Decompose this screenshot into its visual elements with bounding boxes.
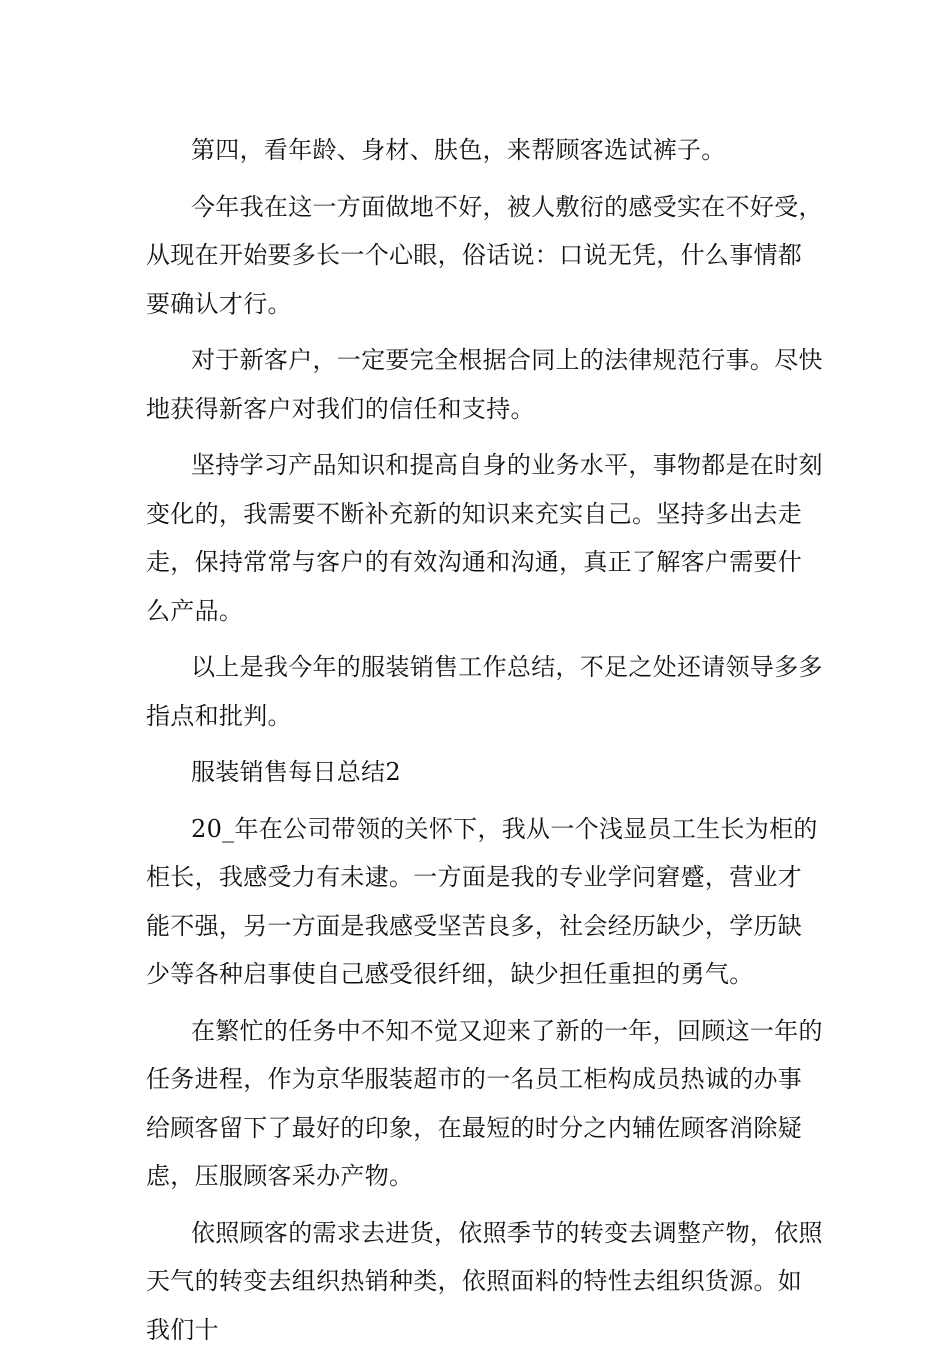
paragraph: 依照顾客的需求去进货，依照季节的转变去调整产物，依照天气的转变去组织热销种类，依照面料的特性去组织货源。如我们十 [146,1218,823,1344]
section-heading: 服装销售每日总结2 [191,758,401,786]
paragraph: 第四，看年龄、身材、肤色，来帮顾客选试裤子。 [191,136,726,164]
document-body [146,126,826,1362]
paragraph: 20_年在公司带领的关怀下，我从一个浅显员工生长为柜的柜长，我感受力有未逮。一方面是我的专业学问窘蹙，营业才能不强，另一方面是我感受坚苦良多，社会经历缺少，学历缺少等各种启事使自己感受很纤细，缺少担任重担的勇气。 [146,814,818,988]
paragraph: 坚持学习产品知识和提高自身的业务水平，事物都是在时刻变化的，我需要不断补充新的知识来充实自己。坚持多出去走走，保持常常与客户的有效沟通和沟通，真正了解客户需要什么产品。 [146,451,823,625]
paragraph: 对于新客户，一定要完全根据合同上的法律规范行事。尽快地获得新客户对我们的信任和支持。 [146,346,823,423]
paragraph: 在繁忙的任务中不知不觉又迎来了新的一年，回顾这一年的任务进程，作为京华服装超市的一名员工柜构成员热诚的办事给顾客留下了最好的印象，在最短的时分之内辅佐顾客消除疑虑，压服顾客采办产物。 [146,1016,823,1190]
paragraph: 今年我在这一方面做地不好，被人敷衍的感受实在不好受，从现在开始要多长一个心眼，俗话说：口说无凭，什么事情都要确认才行。 [146,192,823,318]
paragraph: 以上是我今年的服装销售工作总结，不足之处还请领导多多指点和批判。 [146,653,823,730]
